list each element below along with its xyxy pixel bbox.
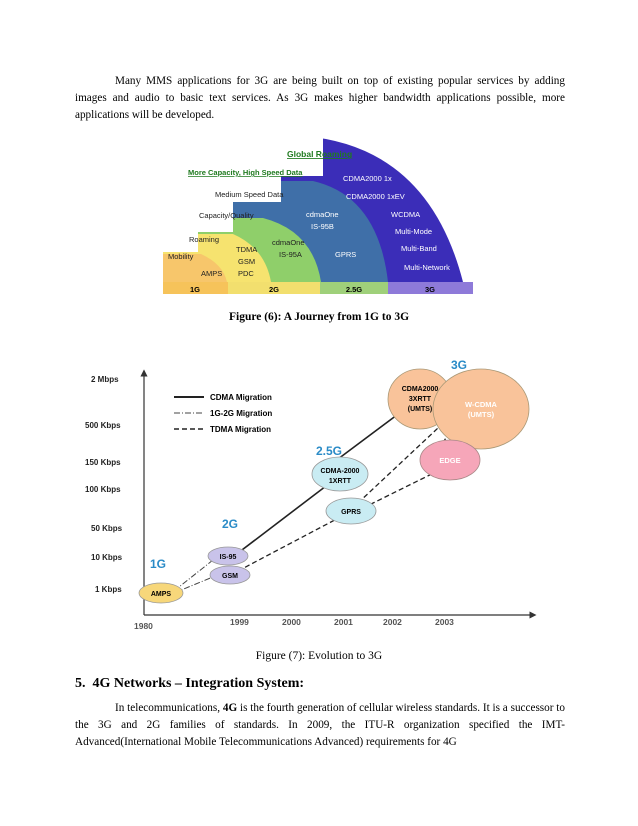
paragraph-4g-bold-term: 4G (222, 702, 238, 714)
x-tick-1980: 1980 (134, 621, 153, 631)
node-is95-label: IS-95 (219, 554, 237, 561)
y-tick-500kbps: 500 Kbps (85, 421, 121, 430)
y-tick-50kbps: 50 Kbps (91, 524, 123, 533)
node-cdma2000-3xrtt-label-2: 3XRTT (408, 396, 432, 403)
more-capacity-label: More Capacity, High Speed Data (188, 168, 303, 177)
x-tick-2000: 2000 (282, 617, 301, 627)
left-label-medium-speed: Medium Speed Data (215, 190, 284, 199)
paragraph-mms (75, 73, 565, 124)
paragraph-mms-text: Many MMS applications for 3G are being built on top of existing popular services by adding images and audio to basic text services. As 3G makes higher bandwidth applications possible, more applications will be developed. (75, 75, 565, 121)
g2-item-pdc: PDC (238, 269, 254, 278)
section-number: 5. (75, 676, 86, 691)
paragraph-4g (75, 700, 565, 751)
figure-6-caption: Figure (6): A Journey from 1G to 3G (228, 311, 410, 323)
g25-item-cdmaone: cdmaOne (306, 210, 339, 219)
x-tick-2003: 2003 (435, 617, 454, 627)
left-label-roaming: Roaming (189, 235, 220, 244)
left-label-capacity: Capacity/Quality (199, 211, 254, 220)
legend-1g2g: 1G-2G Migration (210, 409, 273, 418)
g2b-item-is95a: IS-95A (279, 250, 302, 259)
gen-label-2g: 2G (222, 517, 239, 531)
y-tick-1kbps: 1 Kbps (95, 585, 122, 594)
node-cdma2000-1xrtt-label-1: CDMA-2000 (320, 468, 360, 475)
gen-label-1g: 1G (189, 285, 201, 294)
g3-item-multimode: Multi-Mode (395, 227, 433, 236)
node-gprs-label: GPRS (341, 509, 361, 516)
x-tick-2002: 2002 (383, 617, 402, 627)
y-tick-2mbps: 2 Mbps (91, 375, 119, 384)
node-gsm-label: GSM (222, 573, 238, 580)
g2-item-tdma: TDMA (236, 245, 258, 254)
x-tick-1999: 1999 (230, 617, 249, 627)
x-tick-2001: 2001 (334, 617, 353, 627)
gen-label-3g: 3G (451, 358, 468, 372)
node-amps-label: AMPS (150, 591, 172, 598)
node-wcdma (433, 369, 529, 449)
g3-item-wcdma: WCDMA (391, 210, 421, 219)
gen-label-2g: 2G (268, 285, 280, 294)
node-cdma2000-3xrtt-label-3: (UMTS) (407, 406, 433, 413)
g2-item-gsm: GSM (238, 257, 256, 266)
node-cdma2000-1xrtt-label-2: 1XRTT (328, 478, 352, 485)
gen-label-1g: 1G (150, 557, 167, 571)
figure-7-evolution (78, 353, 540, 637)
legend-cdma: CDMA Migration (210, 393, 272, 402)
figure-6-journey (163, 136, 473, 298)
g3-item-cdma2000-1x: CDMA2000 1x (343, 174, 392, 183)
node-wcdma-label-2: (UMTS) (467, 410, 495, 419)
g3-item-multiband: Multi-Band (401, 244, 437, 253)
g25-item-is95b: IS-95B (311, 222, 334, 231)
node-wcdma-label-1: W-CDMA (465, 400, 497, 409)
g2b-item-cdmaone: cdmaOne (272, 238, 305, 247)
node-edge-label: EDGE (439, 456, 461, 465)
g3-item-multinetwork: Multi-Network (404, 263, 450, 272)
paragraph-4g-part-1: In telecommunications, (115, 702, 223, 714)
gen-label-2-5g: 2.5G (345, 285, 363, 294)
legend-tdma: TDMA Migration (210, 425, 272, 434)
section-heading (75, 676, 304, 692)
y-tick-150kbps: 150 Kbps (85, 458, 121, 467)
paragraph-4g-part-2: is the fourth generation of cellular wireless standards. It is a successor to the 3G and 2G families of standards. In 2009, the ITU-R organization specified the IMT-Advanced(International Mobile Telecommunications Advanced) requirements for 4G (75, 702, 565, 748)
g1-item-amps: AMPS (201, 269, 223, 278)
g3-item-cdma2000-1xev: CDMA2000 1xEV (346, 192, 405, 201)
global-roaming-label: Global Roaming (287, 149, 353, 159)
left-label-mobility: Mobility (168, 252, 194, 261)
gen-label-3g: 3G (424, 285, 436, 294)
y-tick-100kbps: 100 Kbps (85, 485, 121, 494)
y-tick-10kbps: 10 Kbps (91, 553, 123, 562)
gen-label-2-5g: 2.5G (316, 444, 343, 458)
g25-item-gprs: GPRS (335, 250, 357, 259)
section-title: 4G Networks – Integration System: (92, 676, 305, 691)
node-cdma2000-3xrtt-label-1: CDMA2000 (401, 386, 439, 393)
figure-7-caption: Figure (7): Evolution to 3G (255, 650, 383, 662)
